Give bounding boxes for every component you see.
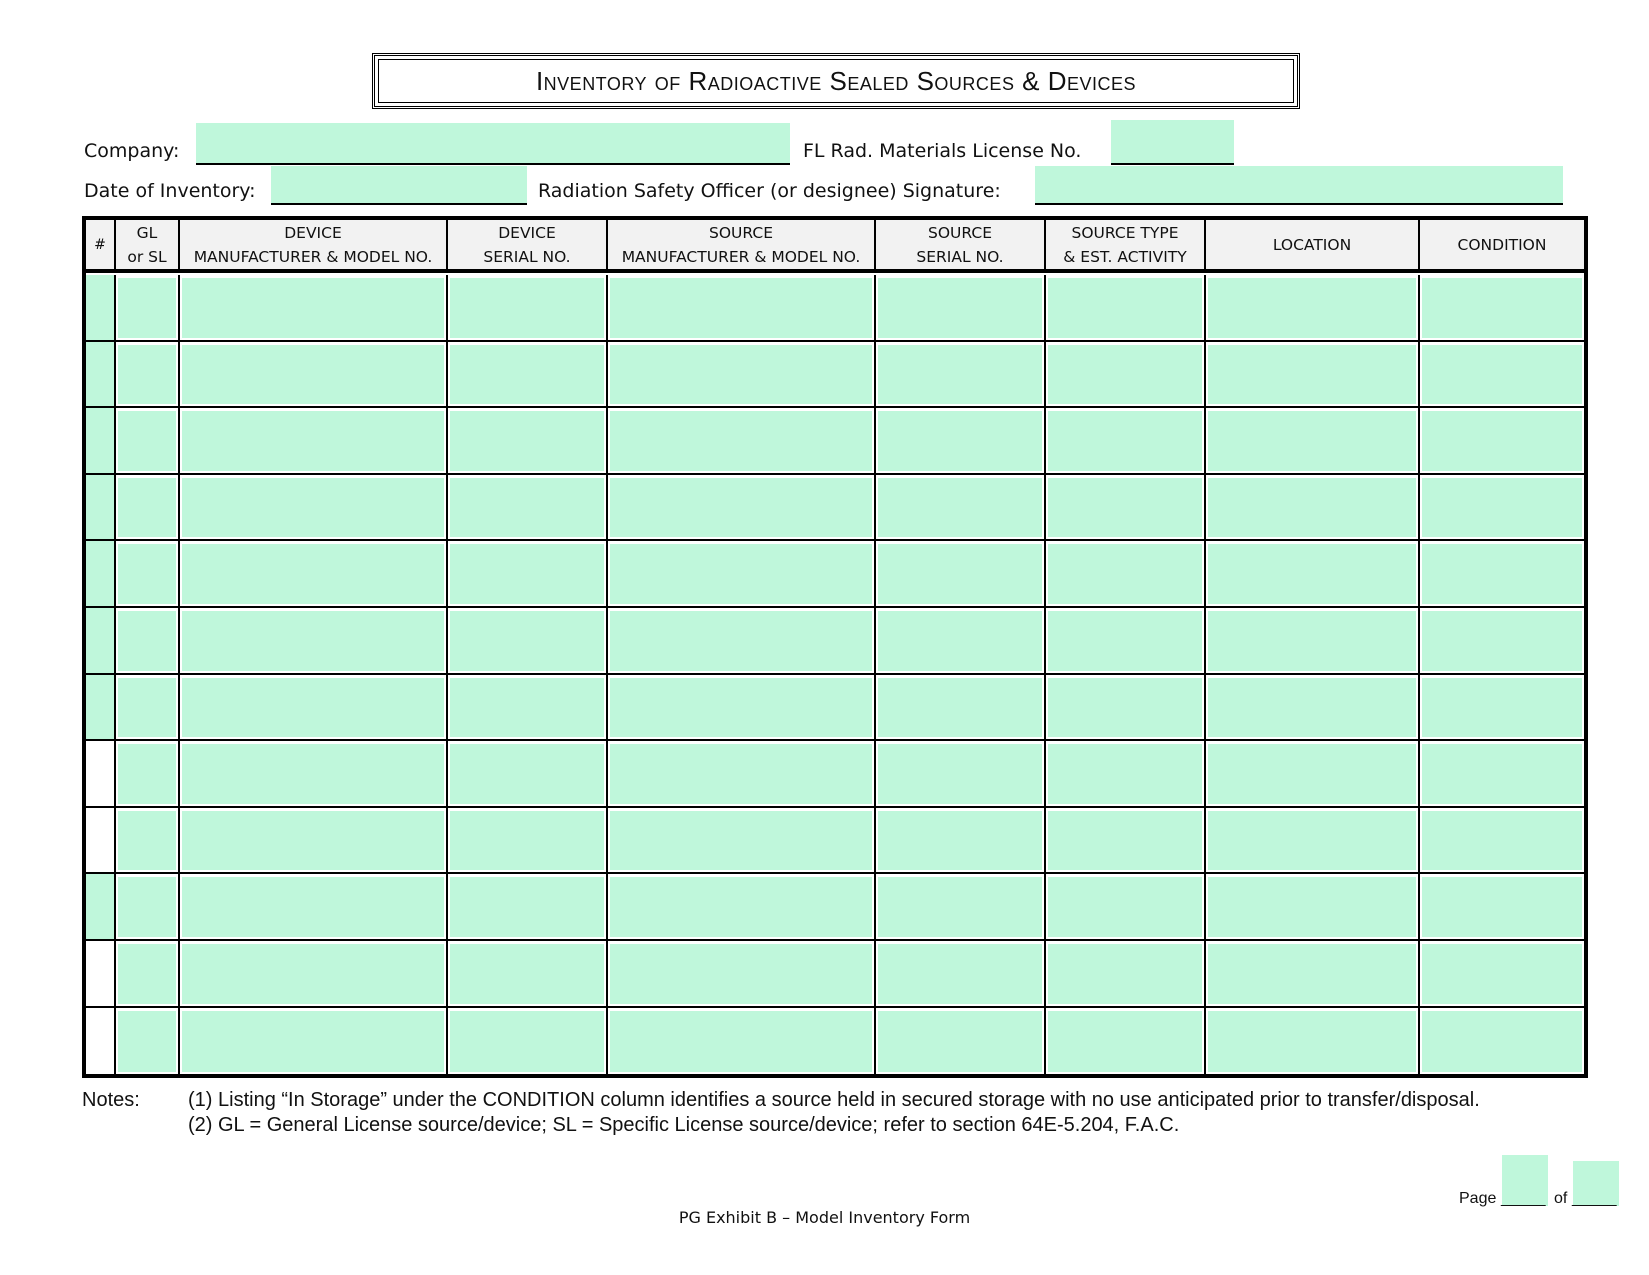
table-cell-fill[interactable] [118, 744, 176, 804]
table-cell-col-location[interactable] [1206, 675, 1420, 742]
table-cell-fill[interactable] [1422, 678, 1582, 738]
notes-label: Notes: [82, 1089, 140, 1111]
table-cell-col-device-serial[interactable] [448, 741, 608, 808]
form-footer: PG Exhibit B – Model Inventory Form [678, 1208, 971, 1227]
table-cell-col-device-serial[interactable] [448, 342, 608, 409]
table-cell-col-source-type-activity[interactable] [1046, 808, 1206, 875]
table-cell-fill[interactable] [878, 678, 1042, 738]
table-cell-col-source-serial[interactable] [876, 941, 1046, 1008]
table-cell-col-device-serial[interactable] [448, 675, 608, 742]
table-cell-col-source-type-activity[interactable] [1046, 741, 1206, 808]
table-cell-fill[interactable] [1048, 544, 1202, 604]
table-cell-col-source-type-activity[interactable] [1046, 342, 1206, 409]
table-cell-fill[interactable] [610, 944, 872, 1004]
table-cell-col-device-mfr-model[interactable] [180, 342, 448, 409]
table-cell-fill[interactable] [610, 744, 872, 804]
table-cell-col-gl-sl[interactable] [116, 808, 180, 875]
table-cell-fill[interactable] [182, 611, 444, 671]
table-cell-col-device-serial[interactable] [448, 408, 608, 475]
table-cell-fill[interactable] [1048, 744, 1202, 804]
table-cell-col-source-mfr-model[interactable] [608, 342, 876, 409]
table-cell-col-device-mfr-model[interactable] [180, 741, 448, 808]
table-cell-col-location[interactable] [1206, 1008, 1420, 1075]
table-cell-col-device-serial[interactable] [448, 874, 608, 941]
table-cell-fill[interactable] [450, 944, 604, 1004]
table-cell-col-number[interactable] [86, 808, 116, 875]
table-cell-col-location[interactable] [1206, 541, 1420, 608]
table-cell-col-source-serial[interactable] [876, 1008, 1046, 1075]
table-cell-fill[interactable] [118, 1011, 176, 1073]
license-label: FL Rad. Materials License No. [803, 140, 1082, 162]
table-cell-fill[interactable] [878, 811, 1042, 871]
table-cell-fill[interactable] [1208, 944, 1416, 1004]
table-cell-fill[interactable] [878, 744, 1042, 804]
table-cell-fill[interactable] [118, 678, 176, 738]
table-cell-col-location[interactable] [1206, 808, 1420, 875]
table-cell-fill[interactable] [450, 411, 604, 471]
table-cell-col-source-mfr-model[interactable] [608, 275, 876, 342]
table-cell-col-number[interactable] [86, 275, 116, 342]
table-cell-col-source-serial[interactable] [876, 275, 1046, 342]
table-cell-fill[interactable] [610, 345, 872, 405]
table-cell-col-device-mfr-model[interactable] [180, 275, 448, 342]
page-label: Page [1459, 1190, 1497, 1207]
table-cell-col-condition[interactable] [1420, 408, 1584, 475]
table-cell-fill[interactable] [610, 611, 872, 671]
table-cell-col-number[interactable] [86, 608, 116, 675]
table-cell-col-source-type-activity[interactable] [1046, 541, 1206, 608]
header-line1: GL [136, 223, 158, 242]
table-cell-fill[interactable] [118, 811, 176, 871]
table-cell-col-source-mfr-model[interactable] [608, 941, 876, 1008]
table-cell-col-condition[interactable] [1420, 541, 1584, 608]
table-cell-col-condition[interactable] [1420, 275, 1584, 342]
table-cell-fill[interactable] [1422, 811, 1582, 871]
table-cell-col-device-mfr-model[interactable] [180, 608, 448, 675]
table-cell-fill[interactable] [86, 275, 114, 340]
table-cell-fill[interactable] [118, 877, 176, 937]
header-line1: SOURCE TYPE [1071, 223, 1179, 242]
header-line1: SOURCE [708, 223, 773, 242]
table-cell-fill[interactable] [878, 411, 1042, 471]
table-cell-fill[interactable] [182, 544, 444, 604]
company-field[interactable] [196, 123, 790, 165]
table-cell-col-gl-sl[interactable] [116, 941, 180, 1008]
table-cell-fill[interactable] [86, 608, 114, 673]
table-cell-fill[interactable] [1422, 877, 1582, 937]
table-cell-fill[interactable] [118, 278, 176, 338]
table-cell-fill[interactable] [450, 544, 604, 604]
table-cell-fill[interactable] [1422, 544, 1582, 604]
header-line2: MANUFACTURER & MODEL NO. [621, 247, 861, 266]
table-cell-fill[interactable] [878, 611, 1042, 671]
table-cell-col-source-serial[interactable] [876, 408, 1046, 475]
table-cell-col-source-mfr-model[interactable] [608, 808, 876, 875]
table-cell-col-number[interactable] [86, 541, 116, 608]
table-cell-col-source-type-activity[interactable] [1046, 874, 1206, 941]
table-cell-fill[interactable] [610, 411, 872, 471]
table-cell-fill[interactable] [610, 877, 872, 937]
table-cell-col-source-type-activity[interactable] [1046, 608, 1206, 675]
table-cell-fill[interactable] [610, 811, 872, 871]
table-cell-col-number[interactable] [86, 1008, 116, 1075]
header-line2: SERIAL NO. [916, 247, 1004, 266]
table-cell-col-device-serial[interactable] [448, 541, 608, 608]
table-cell-fill[interactable] [1048, 1011, 1202, 1073]
header-col-condition [1420, 220, 1584, 273]
signature-label: Radiation Safety Officer (or designee) Signature: [538, 180, 1001, 202]
table-cell-col-source-mfr-model[interactable] [608, 608, 876, 675]
table-cell-fill[interactable] [1208, 744, 1416, 804]
header-line1: DEVICE [498, 223, 556, 242]
table-cell-col-source-serial[interactable] [876, 874, 1046, 941]
table-cell-col-gl-sl[interactable] [116, 675, 180, 742]
table-cell-col-source-type-activity[interactable] [1046, 408, 1206, 475]
table-cell-fill[interactable] [118, 478, 176, 538]
table-cell-col-source-type-activity[interactable] [1046, 675, 1206, 742]
table-cell-fill[interactable] [1208, 478, 1416, 538]
table-cell-col-location[interactable] [1206, 475, 1420, 542]
table-cell-fill[interactable] [182, 411, 444, 471]
table-cell-col-condition[interactable] [1420, 675, 1584, 742]
table-cell-fill[interactable] [1048, 678, 1202, 738]
table-cell-fill[interactable] [182, 944, 444, 1004]
table-cell-col-source-mfr-model[interactable] [608, 741, 876, 808]
table-cell-fill[interactable] [450, 611, 604, 671]
table-cell-fill[interactable] [1208, 1011, 1416, 1073]
table-cell-col-condition[interactable] [1420, 874, 1584, 941]
table-cell-fill[interactable] [450, 345, 604, 405]
table-cell-fill[interactable] [182, 811, 444, 871]
table-cell-fill[interactable] [182, 1011, 444, 1073]
table-cell-col-location[interactable] [1206, 275, 1420, 342]
table-cell-fill[interactable] [86, 408, 114, 473]
table-cell-fill[interactable] [1422, 944, 1582, 1004]
table-cell-col-number[interactable] [86, 408, 116, 475]
table-cell-col-source-serial[interactable] [876, 675, 1046, 742]
table-cell-col-source-type-activity[interactable] [1046, 1008, 1206, 1075]
table-cell-fill[interactable] [1422, 411, 1582, 471]
table-cell-col-condition[interactable] [1420, 1008, 1584, 1075]
table-cell-col-device-mfr-model[interactable] [180, 874, 448, 941]
table-cell-fill[interactable] [118, 611, 176, 671]
table-cell-col-source-mfr-model[interactable] [608, 408, 876, 475]
license-number-field[interactable] [1111, 120, 1234, 165]
table-cell-fill[interactable] [86, 874, 114, 939]
table-cell-fill[interactable] [1208, 278, 1416, 338]
table-cell-fill[interactable] [86, 675, 114, 740]
table-cell-fill[interactable] [118, 411, 176, 471]
note-1: (1) Listing “In Storage” under the CONDITION column identifies a source held in secured storage with no use anticipated prior to transfer/disposal. [188, 1089, 1480, 1111]
table-cell-col-device-serial[interactable] [448, 941, 608, 1008]
table-cell-fill[interactable] [450, 744, 604, 804]
header-line1: DEVICE [284, 223, 342, 242]
table-cell-col-device-mfr-model[interactable] [180, 408, 448, 475]
table-cell-col-location[interactable] [1206, 342, 1420, 409]
table-cell-col-number[interactable] [86, 675, 116, 742]
table-cell-fill[interactable] [1048, 411, 1202, 471]
date-of-inventory-field[interactable] [271, 166, 527, 205]
table-cell-fill[interactable] [118, 944, 176, 1004]
table-cell-col-source-serial[interactable] [876, 541, 1046, 608]
table-cell-fill[interactable] [878, 1011, 1042, 1073]
table-cell-fill[interactable] [182, 278, 444, 338]
table-cell-col-location[interactable] [1206, 408, 1420, 475]
form-title: Inventory of Radioactive Sealed Sources & Devices [535, 65, 1137, 96]
of-label: of [1554, 1190, 1568, 1207]
table-cell-col-gl-sl[interactable] [116, 541, 180, 608]
table-cell-fill[interactable] [86, 541, 114, 606]
table-cell-col-device-serial[interactable] [448, 608, 608, 675]
table-cell-col-location[interactable] [1206, 941, 1420, 1008]
table-cell-fill[interactable] [1208, 678, 1416, 738]
table-cell-fill[interactable] [1208, 611, 1416, 671]
header-col-device-serial [448, 220, 608, 273]
table-cell-fill[interactable] [1422, 478, 1582, 538]
table-cell-fill[interactable] [878, 944, 1042, 1004]
table-cell-fill[interactable] [1048, 611, 1202, 671]
table-cell-col-gl-sl[interactable] [116, 408, 180, 475]
table-cell-fill[interactable] [86, 342, 114, 407]
table-cell-fill[interactable] [182, 345, 444, 405]
table-cell-col-gl-sl[interactable] [116, 275, 180, 342]
table-cell-fill[interactable] [610, 278, 872, 338]
table-cell-fill[interactable] [182, 877, 444, 937]
table-cell-col-gl-sl[interactable] [116, 741, 180, 808]
table-cell-col-gl-sl[interactable] [116, 608, 180, 675]
table-cell-fill[interactable] [1048, 944, 1202, 1004]
header-line1: SOURCE [927, 223, 992, 242]
header-line1: CONDITION [1457, 235, 1547, 254]
table-cell-col-location[interactable] [1206, 741, 1420, 808]
table-cell-fill[interactable] [1048, 877, 1202, 937]
table-cell-fill[interactable] [450, 278, 604, 338]
table-cell-col-source-mfr-model[interactable] [608, 675, 876, 742]
table-cell-fill[interactable] [1208, 411, 1416, 471]
date-label: Date of Inventory: [84, 180, 256, 202]
table-cell-fill[interactable] [450, 877, 604, 937]
note-2: (2) GL = General License source/device; SL = Specific License source/device; refer to section 64E-5.204, F.A.C. [188, 1114, 1180, 1136]
header-col-source-mfr-model [608, 220, 876, 273]
table-cell-col-source-serial[interactable] [876, 808, 1046, 875]
table-cell-fill[interactable] [878, 345, 1042, 405]
header-col-source-type-activity [1046, 220, 1206, 273]
table-cell-col-number[interactable] [86, 941, 116, 1008]
table-cell-col-condition[interactable] [1420, 608, 1584, 675]
table-cell-col-device-serial[interactable] [448, 275, 608, 342]
table-cell-fill[interactable] [1422, 345, 1582, 405]
table-cell-fill[interactable] [450, 478, 604, 538]
table-cell-fill[interactable] [450, 678, 604, 738]
table-cell-fill[interactable] [118, 345, 176, 405]
table-cell-col-device-mfr-model[interactable] [180, 541, 448, 608]
table-cell-fill[interactable] [1208, 345, 1416, 405]
table-cell-col-device-mfr-model[interactable] [180, 675, 448, 742]
table-cell-col-number[interactable] [86, 874, 116, 941]
table-cell-fill[interactable] [1048, 811, 1202, 871]
table-cell-col-number[interactable] [86, 342, 116, 409]
header-col-device-mfr-model [180, 220, 448, 273]
table-cell-col-device-serial[interactable] [448, 475, 608, 542]
table-cell-col-source-type-activity[interactable] [1046, 475, 1206, 542]
table-cell-col-condition[interactable] [1420, 941, 1584, 1008]
table-cell-col-device-mfr-model[interactable] [180, 941, 448, 1008]
table-cell-col-device-serial[interactable] [448, 808, 608, 875]
header-line2: or SL [127, 247, 167, 266]
table-cell-col-condition[interactable] [1420, 342, 1584, 409]
table-cell-col-number[interactable] [86, 475, 116, 542]
table-cell-col-gl-sl[interactable] [116, 874, 180, 941]
table-cell-col-source-mfr-model[interactable] [608, 1008, 876, 1075]
header-line2: & EST. ACTIVITY [1063, 247, 1187, 266]
table-cell-fill[interactable] [610, 544, 872, 604]
header-col-number [86, 220, 116, 273]
header-col-location [1206, 220, 1420, 273]
header-line1: LOCATION [1272, 235, 1352, 254]
of-blank: _____ [1572, 1190, 1617, 1207]
table-cell-col-source-type-activity[interactable] [1046, 275, 1206, 342]
header-line1: # [94, 236, 106, 253]
table-cell-col-device-serial[interactable] [448, 1008, 608, 1075]
table-cell-col-gl-sl[interactable] [116, 1008, 180, 1075]
table-cell-fill[interactable] [86, 475, 114, 540]
table-cell-col-gl-sl[interactable] [116, 342, 180, 409]
table-cell-col-device-mfr-model[interactable] [180, 475, 448, 542]
table-cell-fill[interactable] [182, 744, 444, 804]
table-cell-col-source-serial[interactable] [876, 342, 1046, 409]
table-cell-fill[interactable] [878, 278, 1042, 338]
table-cell-fill[interactable] [610, 478, 872, 538]
company-label: Company: [84, 140, 180, 162]
table-cell-col-location[interactable] [1206, 608, 1420, 675]
table-cell-col-source-serial[interactable] [876, 741, 1046, 808]
table-cell-fill[interactable] [1208, 877, 1416, 937]
table-cell-col-device-mfr-model[interactable] [180, 808, 448, 875]
page-blank: _____ [1501, 1190, 1546, 1207]
table-cell-fill[interactable] [1422, 744, 1582, 804]
table-cell-fill[interactable] [610, 678, 872, 738]
table-cell-col-gl-sl[interactable] [116, 475, 180, 542]
table-cell-col-source-mfr-model[interactable] [608, 874, 876, 941]
table-cell-col-condition[interactable] [1420, 808, 1584, 875]
form-title-box [372, 53, 1300, 109]
table-cell-fill[interactable] [182, 478, 444, 538]
header-line2: MANUFACTURER & MODEL NO. [193, 247, 433, 266]
table-cell-col-number[interactable] [86, 741, 116, 808]
table-cell-fill[interactable] [450, 1011, 604, 1073]
table-cell-col-condition[interactable] [1420, 741, 1584, 808]
table-cell-fill[interactable] [1048, 278, 1202, 338]
table-cell-col-source-serial[interactable] [876, 475, 1046, 542]
table-cell-fill[interactable] [1422, 278, 1582, 338]
header-line2: SERIAL NO. [483, 247, 571, 266]
table-cell-col-source-mfr-model[interactable] [608, 541, 876, 608]
table-cell-fill[interactable] [610, 1011, 872, 1073]
table-cell-col-source-type-activity[interactable] [1046, 941, 1206, 1008]
header-col-gl-sl [116, 220, 180, 273]
table-cell-fill[interactable] [450, 811, 604, 871]
header-col-source-serial [876, 220, 1046, 273]
table-cell-col-source-mfr-model[interactable] [608, 475, 876, 542]
table-cell-fill[interactable] [1048, 478, 1202, 538]
table-cell-col-source-serial[interactable] [876, 608, 1046, 675]
table-cell-fill[interactable] [1208, 811, 1416, 871]
table-cell-col-condition[interactable] [1420, 475, 1584, 542]
table-cell-col-device-mfr-model[interactable] [180, 1008, 448, 1075]
table-cell-fill[interactable] [878, 478, 1042, 538]
table-cell-fill[interactable] [1208, 544, 1416, 604]
table-cell-fill[interactable] [1422, 1011, 1582, 1073]
signature-field[interactable] [1035, 166, 1563, 205]
table-cell-col-location[interactable] [1206, 874, 1420, 941]
table-cell-fill[interactable] [1048, 345, 1202, 405]
table-cell-fill[interactable] [878, 877, 1042, 937]
table-cell-fill[interactable] [878, 544, 1042, 604]
table-cell-fill[interactable] [182, 678, 444, 738]
inventory-table [82, 216, 1588, 1078]
table-cell-fill[interactable] [118, 544, 176, 604]
table-cell-fill[interactable] [1422, 611, 1582, 671]
